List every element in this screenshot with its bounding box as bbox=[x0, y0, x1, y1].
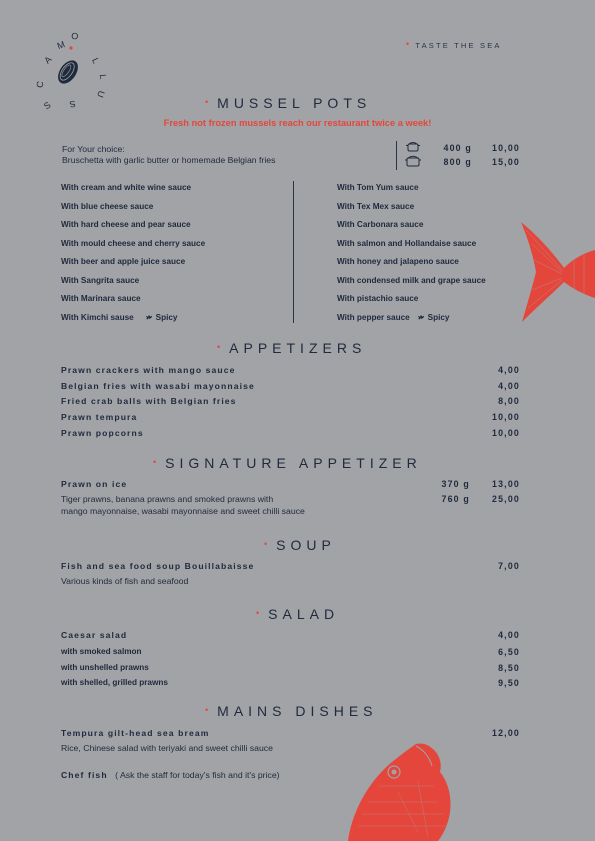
menu-item-price: 4,00 bbox=[498, 380, 520, 391]
salad-option: with smoked salmon bbox=[61, 647, 142, 656]
logo-letter: M bbox=[55, 39, 67, 52]
menu-item-name: Prawn popcorns bbox=[61, 427, 144, 438]
soup-price: 7,00 bbox=[498, 561, 520, 571]
sauce-list-left bbox=[61, 182, 205, 330]
column-divider bbox=[293, 181, 294, 323]
chef-fish-name: Chef fish bbox=[61, 770, 108, 780]
sauce-item: With honey and jalapeno sauce bbox=[337, 257, 459, 266]
menu-item-price: 4,00 bbox=[498, 365, 520, 375]
large-pot-icon bbox=[405, 154, 421, 168]
logo-letter: O bbox=[70, 30, 80, 42]
menu-item-name: Fried crab balls with Belgian fries bbox=[61, 396, 237, 407]
sauce-item: With cream and white wine sauce bbox=[61, 183, 192, 192]
chef-fish-note: ( Ask the staff for today's fish and it's price) bbox=[115, 770, 280, 780]
pot-icon bbox=[406, 140, 420, 153]
appetizers-heading: • APPETIZERS bbox=[217, 340, 367, 356]
tagline: • TASTE THE SEA bbox=[406, 39, 502, 50]
salad-heading: • SALAD bbox=[256, 606, 340, 622]
salad-option: with shelled, grilled prawns bbox=[61, 678, 168, 688]
menu-item-price: 10,00 bbox=[491, 427, 520, 438]
soup-name: Fish and sea food soup Bouillabaisse bbox=[61, 561, 255, 571]
salad-option-price: 8,50 bbox=[498, 662, 520, 673]
logo-letter: L bbox=[97, 73, 109, 80]
fish-tail-illustration bbox=[518, 220, 595, 330]
appetizers-list bbox=[61, 364, 255, 442]
spicy-label: Spicy bbox=[155, 312, 178, 322]
sauce-item: With Marinara sauce bbox=[61, 294, 141, 303]
sauce-item: With pepper sauce ❧ Spicy bbox=[337, 311, 450, 323]
signature-price: 13,00 bbox=[491, 479, 520, 489]
size-divider bbox=[396, 141, 397, 170]
signature-desc-1: Tiger prawns, banana prawns and smoked prawns with bbox=[61, 494, 274, 504]
pot-weight: 400 g bbox=[443, 143, 472, 153]
mains-desc: Rice, Chinese salad with teriyaki and sweet chilli sauce bbox=[61, 743, 273, 753]
choice-line-1: For Your choice: bbox=[62, 144, 125, 154]
spicy-label: Spicy bbox=[427, 312, 450, 322]
menu-item-price: 10,00 bbox=[491, 412, 520, 423]
salad-option: with unshelled prawns bbox=[61, 662, 149, 672]
sauce-item: With salmon and Hollandaise sauce bbox=[337, 238, 477, 248]
sauce-item: With blue cheese sauce bbox=[61, 201, 154, 211]
sauce-item: With mould cheese and cherry sauce bbox=[61, 238, 206, 248]
logo-letter: L bbox=[90, 56, 102, 66]
logo-letter: U bbox=[95, 89, 107, 99]
sauce-item: With condensed milk and grape sauce bbox=[337, 275, 486, 285]
mains-name: Tempura gilt-head sea bream bbox=[61, 728, 210, 738]
signature-weight: 370 g bbox=[441, 479, 470, 489]
soup-desc: Various kinds of fish and seafood bbox=[61, 576, 189, 586]
pot-price: 10,00 bbox=[491, 143, 520, 153]
signature-heading: • SIGNATURE APPETIZER bbox=[153, 455, 422, 471]
fish-head-illustration bbox=[338, 742, 488, 841]
camollus-logo bbox=[34, 22, 118, 112]
logo-letter: S bbox=[68, 98, 77, 110]
appetizers-prices bbox=[470, 364, 520, 442]
sauce-item: With Sangrita sauce bbox=[61, 275, 140, 285]
salad-option-price: 6,50 bbox=[498, 647, 520, 657]
sauce-item: With pistachio sauce bbox=[337, 294, 419, 303]
signature-name: Prawn on ice bbox=[61, 479, 128, 489]
signature-desc-2: mango mayonnaise, wasabi mayonnaise and sweet chilli sauce bbox=[61, 506, 305, 516]
pot-weight: 800 g bbox=[443, 157, 472, 167]
menu-item-name: Prawn crackers with mango sauce bbox=[61, 365, 236, 375]
sauce-item: With Kimchi sause ❧ Spicy bbox=[61, 311, 178, 323]
sauce-item: With Tex Mex sauce bbox=[337, 201, 415, 211]
salad-options bbox=[61, 646, 168, 693]
signature-price: 25,00 bbox=[491, 494, 520, 504]
chili-icon: ❧ bbox=[416, 311, 426, 323]
sauce-item: With Tom Yum sauce bbox=[337, 183, 419, 192]
salad-price: 4,00 bbox=[498, 630, 520, 640]
mussel-pots-heading: • MUSSEL POTS bbox=[205, 95, 372, 111]
sauce-list-right bbox=[337, 182, 486, 330]
menu-item-name: Belgian fries with wasabi mayonnaise bbox=[61, 380, 255, 391]
mussel-icon bbox=[54, 57, 82, 87]
chef-fish-line bbox=[61, 765, 280, 783]
salad-option-prices bbox=[470, 646, 520, 693]
salad-option-price: 9,50 bbox=[498, 678, 520, 689]
mains-heading: • MAINS DISHES bbox=[205, 703, 378, 719]
logo-letter: A bbox=[42, 54, 54, 66]
choice-line-2: Bruschetta with garlic butter or homemade Belgian fries bbox=[62, 155, 276, 165]
signature-weight: 760 g bbox=[441, 494, 470, 504]
logo-letter: S bbox=[41, 99, 53, 112]
pot-price: 15,00 bbox=[491, 157, 520, 167]
sauce-item: With hard cheese and pear sauce bbox=[61, 220, 191, 229]
salad-name: Caesar salad bbox=[61, 630, 128, 640]
mains-price: 12,00 bbox=[491, 728, 520, 738]
menu-item-price: 8,00 bbox=[498, 396, 520, 407]
sauce-item: With beer and apple juice sauce bbox=[61, 257, 186, 266]
chili-icon: ❧ bbox=[144, 311, 154, 323]
sauce-item: With Carbonara sauce bbox=[337, 220, 424, 229]
logo-letter: C bbox=[34, 80, 46, 89]
soup-heading: • SOUP bbox=[264, 537, 336, 553]
mussel-pots-note: Fresh not frozen mussels reach our restaurant twice a week! bbox=[163, 118, 432, 128]
menu-item-name: Prawn tempura bbox=[61, 412, 138, 423]
